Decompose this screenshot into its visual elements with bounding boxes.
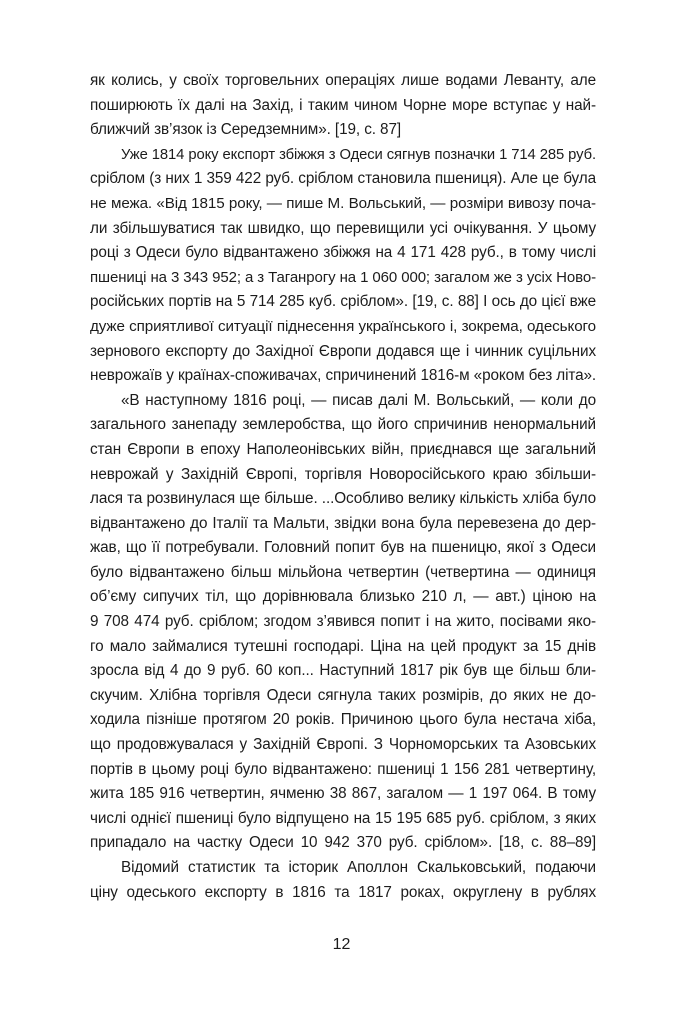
text-line: як колись, у своїх торговельних операціях лише водами Леванту, але [90,72,596,89]
text-line: стан Європи в епоху Наполеонівських війн, приєднався ще загальний [90,440,596,458]
text-line: об’єму сипучих тіл, що дорівнювала близько 210 л, — авт.) ціною на [90,588,596,606]
text-line: що продовжувалася у Західній Європі. З Чорноморських та Азовських [90,736,596,754]
text-line: пшениці на 3 343 952; а з Таганрогу на 1 060 000; загалом же з усіх Ново- [90,268,596,286]
text-line: припадало на частку Одеси 10 942 370 руб. сріблом». [18, с. 88–89] [90,834,596,852]
text-line: відвантажено до Італії та Мальти, звідки вона була перевезена до дер- [90,514,596,532]
paragraph-3 [90,389,596,856]
text-line: російських портів на 5 714 285 куб. сріблом». [19, с. 88] І ось до цієї вже [90,293,596,311]
text-line: жав, що її потребували. Головний попит був на пшеницю, якої з Одеси [90,539,596,557]
text-line: не межа. «Від 1815 року, — пише М. Вольський, — розміри вивозу поча- [90,194,596,212]
text-line: лася та розвинулася ще більше. ...Особливо велику кількість хліба було [90,490,596,508]
text-line: неврожаїв у країнах-споживачах, спричинений 1816-м «роком без літа». [90,367,597,385]
text-line: загального занепаду землеробства, що його спричинив ненормальний [90,416,596,434]
page-body [90,69,596,905]
paragraph-1 [90,69,596,143]
text-line: портів в цьому році було відвантажено: пшениці 1 156 281 четвертину, [90,760,596,778]
page-number: 12 [332,936,351,953]
text-line: Уже 1814 року експорт збіжжя з Одеси сягнув позначки 1 714 285 руб. [121,146,596,163]
text-line: сріблом (з них 1 359 422 руб. сріблом становила пшениця). Але це була [90,170,596,188]
text-line: ли збільшуватися так швидко, що перевищили усі очікування. У цьому [90,219,596,237]
text-line: році з Одеси було відвантажено збіжжя на 4 171 428 руб., в тому числі [90,244,596,262]
text-line: жита 185 916 четвертин, ячменю 38 867, загалом — 1 197 064. В тому [90,785,596,803]
text-line: зернового експорту до Західної Європи додався ще і чинник суцільних [90,342,596,360]
text-line: зросла від 4 до 9 руб. 60 коп... Наступний 1817 рік був ще більш бли- [90,662,596,680]
text-line: ходила пізніше протягом 20 років. Причиною цього була нестача хіба, [90,711,596,729]
text-line: дуже сприятливої ситуації піднесення українського і, зокрема, одеського [90,317,596,335]
text-line: го мало займалися тутешні господарі. Ціна на цей продукт за 15 днів [90,637,596,655]
text-line: «В наступному 1816 році, — писав далі М. Вольський, — коли до [121,391,596,409]
text-line: неврожай у Західній Європі, торгівля Новоросійського краю збільши- [90,465,596,483]
text-line: ближчий зв’язок із Середземним». [19, с. 87] [90,121,402,139]
text-line: скучим. Хлібна торгівля Одеси сягнула таких розмірів, до яких не до- [90,686,596,704]
text-line: ціну одеського експорту в 1816 та 1817 роках, округлену в рублях [90,883,596,901]
paragraph-2 [90,143,596,389]
text-line: числі однієї пшениці було відпущено на 15 195 685 руб. сріблом, з яких [90,809,596,827]
paragraph-4 [90,856,596,905]
text-line: було відвантажено більш мільйона четвертин (четвертина — одиниця [90,563,596,581]
text-line: Відомий статистик та історик Аполлон Скальковський, подаючи [121,859,596,876]
text-line: поширюють їх далі на Захід, і таким чином Чорне море вступає у най- [90,96,596,114]
text-line: 9 708 474 руб. сріблом; згодом з’явився попит і на жито, посівами яко- [90,613,596,631]
